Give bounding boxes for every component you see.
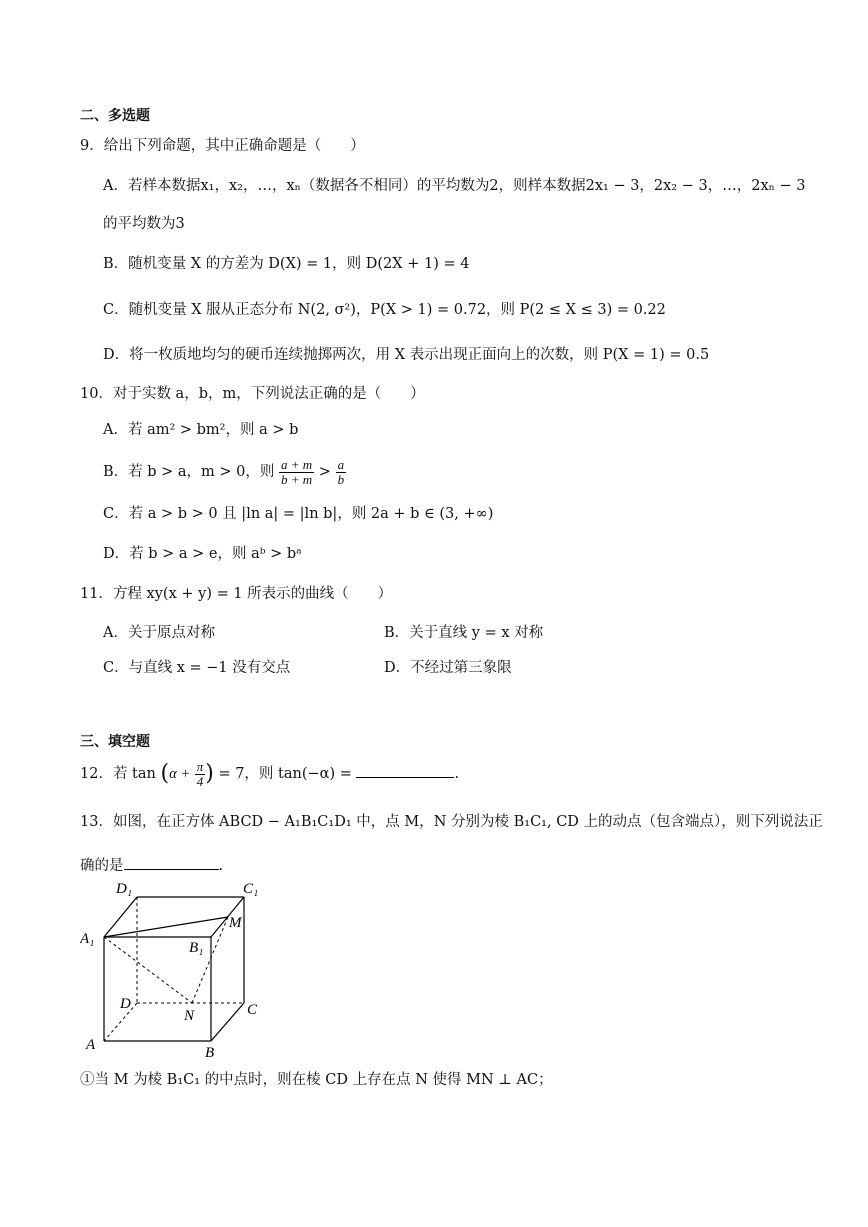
question-13-statement-1: ①当 M 为棱 B₁C₁ 的中点时，则在棱 CD 上存在点 N 使得 MN ⊥ AC；	[80, 1072, 553, 1088]
section-title-multiple-choice: 二、多选题	[80, 108, 150, 124]
question-13-line-2-prefix: 确的是	[80, 858, 124, 874]
question-12	[80, 756, 459, 792]
label-n: N	[184, 1008, 195, 1024]
fraction-numerator: a + m	[281, 456, 313, 472]
left-paren: (	[160, 761, 170, 786]
question-13-line-2	[80, 855, 223, 876]
label-b1: B₁	[189, 940, 204, 956]
fraction-denominator: b	[337, 471, 345, 487]
question-10-option-d: D．若 b > a > e，则 aᵇ > bᵃ	[103, 546, 302, 562]
question-10-option-b	[103, 455, 346, 489]
question-9-option-d: D．将一枚质地均匀的硬币连续抛掷两次，用 X 表示出现正面向上的次数，则 P(X = 1) = 0.5	[103, 347, 710, 363]
label-c1: C₁	[243, 881, 259, 897]
question-10-option-a: A．若 am² > bm²，则 a > b	[103, 422, 299, 438]
question-9-option-b: B．随机变量 X 的方差为 D(X) = 1，则 D(2X + 1) = 4	[103, 256, 470, 272]
question-12-suffix: = 7，则 tan(−α) =	[218, 766, 352, 782]
label-m: M	[229, 915, 242, 931]
fraction-numerator: a	[337, 456, 345, 472]
cube-figure	[80, 875, 280, 1065]
segment-nm	[192, 917, 228, 1003]
question-11-stem: 11．方程 xy(x + y) = 1 所表示的曲线（ ）	[80, 586, 393, 602]
right-paren: )	[205, 761, 214, 786]
label-d1: D₁	[116, 881, 133, 897]
edge-d1a1	[104, 897, 137, 937]
question-11-option-b: B．关于直线 y = x 对称	[384, 625, 544, 641]
question-9-option-a: A．若样本数据x₁，x₂，…，xₙ（数据各不相同）的平均数为2，则样本数据2x₁ − 3，2x₂ − 3，…，2xₙ − 3	[103, 178, 806, 194]
greater-than-sign: >	[318, 464, 331, 480]
question-13-line-1: 13．如图，在正方体 ABCD − A₁B₁C₁D₁ 中，点 M，N 分别为棱 B₁C₁, CD 上的动点（包含端点），则下列说法正	[80, 814, 823, 830]
label-a: A	[86, 1037, 96, 1053]
label-d: D	[120, 996, 131, 1012]
fraction-a-plus-m-over-b-plus-m	[279, 458, 314, 487]
fraction-denominator: 4	[196, 773, 204, 789]
fraction-a-over-b	[336, 458, 347, 487]
edge-bc	[211, 1003, 244, 1041]
question-13-end: .	[218, 858, 224, 874]
alpha-plus: α +	[169, 766, 191, 782]
question-11-option-c: C．与直线 x = −1 没有交点	[103, 660, 291, 676]
segment-a1m	[104, 917, 228, 937]
question-11-option-d: D．不经过第三象限	[384, 660, 512, 676]
fraction-pi-over-4	[195, 760, 206, 789]
label-b: B	[205, 1045, 215, 1061]
question-9-stem: 9．给出下列命题，其中正确命题是（ ）	[80, 138, 365, 154]
answer-blank[interactable]	[356, 763, 454, 778]
label-a1: A₁	[80, 931, 95, 947]
question-10-option-b-prefix: B．若 b > a，m > 0，则	[103, 464, 275, 480]
label-c: C	[247, 1002, 258, 1018]
fraction-numerator: π	[196, 758, 204, 774]
question-9-option-c: C．随机变量 X 服从正态分布 N(2, σ²)，P(X > 1) = 0.72，则 P(2 ≤ X ≤ 3) = 0.22	[103, 302, 666, 318]
segment-a1n	[104, 937, 192, 1003]
question-10-option-c: C．若 a > b > 0 且 |ln a| = |ln b|，则 2a + b ∈ (3, +∞)	[103, 506, 494, 522]
question-12-end: .	[454, 766, 460, 782]
section-title-fill-in: 三、填空题	[80, 734, 150, 750]
question-10-stem: 10．对于实数 a，b，m，下列说法正确的是（ ）	[80, 386, 425, 402]
answer-blank[interactable]	[124, 855, 219, 870]
question-9-option-a-continued: 的平均数为3	[103, 216, 185, 232]
question-11-option-a: A．关于原点对称	[103, 625, 215, 641]
fraction-denominator: b + m	[281, 471, 313, 487]
question-12-prefix: 12．若 tan	[80, 766, 156, 782]
